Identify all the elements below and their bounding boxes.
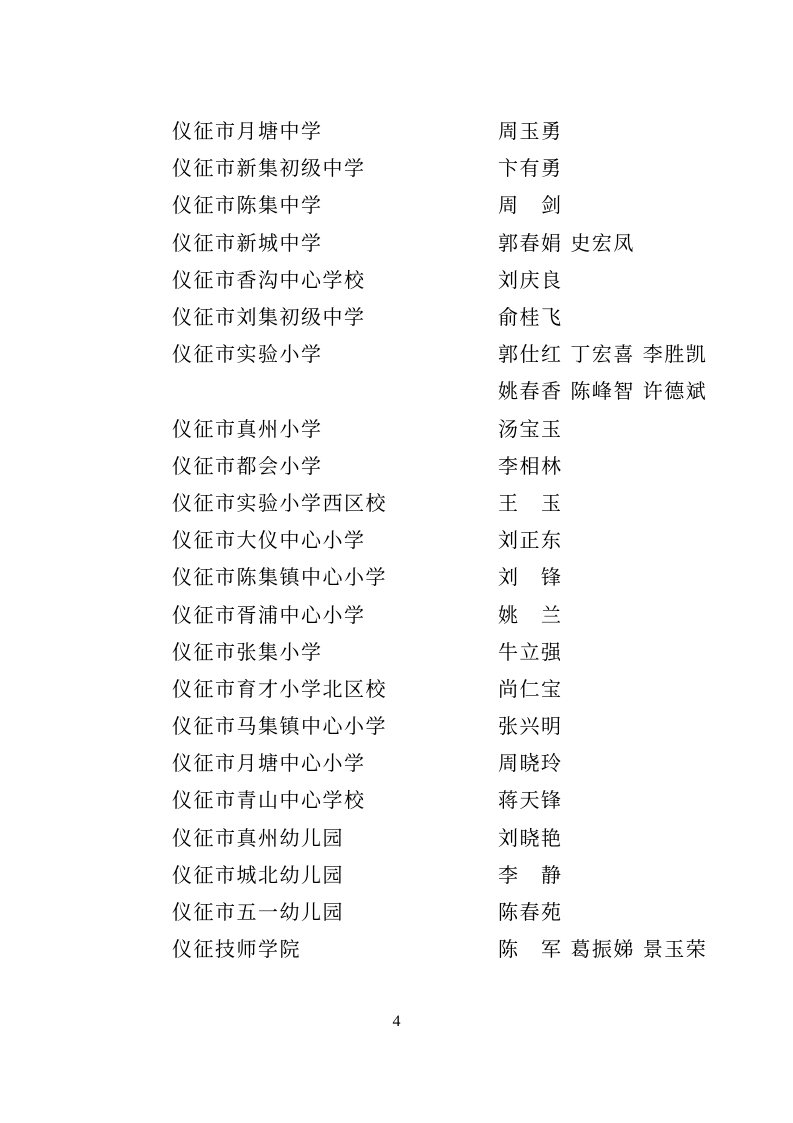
list-item <box>172 929 732 966</box>
school-name: 仪征市青山中心学校 <box>172 788 366 813</box>
school-name: 仪征市月塘中学 <box>172 119 323 144</box>
person-names: 张兴明 <box>498 714 563 739</box>
school-name: 仪征市实验小学西区校 <box>172 490 387 515</box>
person-names: 姚 兰 <box>498 602 563 627</box>
school-name: 仪征市陈集中学 <box>172 193 323 218</box>
school-name: 仪征技师学院 <box>172 937 301 962</box>
school-name: 仪征市张集小学 <box>172 639 323 664</box>
person-names: 刘晓艳 <box>498 825 563 850</box>
person-names: 姚春香 陈峰智 许德斌 <box>498 379 708 404</box>
person-names: 牛立强 <box>498 639 563 664</box>
school-name: 仪征市胥浦中心小学 <box>172 602 366 627</box>
list-item <box>172 297 732 334</box>
list-item <box>172 557 732 594</box>
list-item <box>172 855 732 892</box>
list-item <box>172 520 732 557</box>
list-item <box>172 185 732 222</box>
list-item <box>172 483 732 520</box>
person-names: 刘正东 <box>498 528 563 553</box>
person-names: 蒋天锋 <box>498 788 563 813</box>
person-names: 刘庆良 <box>498 267 563 292</box>
school-name: 仪征市月塘中心小学 <box>172 751 366 776</box>
school-name: 仪征市香沟中心学校 <box>172 267 366 292</box>
person-names: 王 玉 <box>498 490 563 515</box>
school-name: 仪征市五一幼儿园 <box>172 900 344 925</box>
school-name: 仪征市城北幼儿园 <box>172 862 344 887</box>
person-names: 陈春苑 <box>498 900 563 925</box>
list-item <box>172 669 732 706</box>
list-item <box>172 818 732 855</box>
person-names: 李相林 <box>498 453 563 478</box>
school-name: 仪征市大仪中心小学 <box>172 528 366 553</box>
list-item-continuation <box>172 371 732 408</box>
school-name: 仪征市真州幼儿园 <box>172 825 344 850</box>
person-names: 尚仁宝 <box>498 676 563 701</box>
list-item <box>172 334 732 371</box>
school-name: 仪征市育才小学北区校 <box>172 676 387 701</box>
list-item <box>172 892 732 929</box>
list-item <box>172 780 732 817</box>
page-number: 4 <box>392 1013 401 1030</box>
school-name: 仪征市真州小学 <box>172 416 323 441</box>
list-item <box>172 632 732 669</box>
list-item <box>172 706 732 743</box>
school-name: 仪征市新城中学 <box>172 230 323 255</box>
person-names: 俞桂飞 <box>498 305 563 330</box>
person-names: 周玉勇 <box>498 119 563 144</box>
person-names: 周 剑 <box>498 193 563 218</box>
list-item <box>172 223 732 260</box>
school-staff-list <box>172 111 732 966</box>
person-names: 卞有勇 <box>498 156 563 181</box>
school-name: 仪征市刘集初级中学 <box>172 305 366 330</box>
list-item <box>172 260 732 297</box>
person-names: 刘 锋 <box>498 565 563 590</box>
list-item <box>172 409 732 446</box>
person-names: 汤宝玉 <box>498 416 563 441</box>
person-names: 郭仕红 丁宏喜 李胜凯 <box>498 342 708 367</box>
school-name: 仪征市陈集镇中心小学 <box>172 565 387 590</box>
list-item <box>172 111 732 148</box>
list-item <box>172 743 732 780</box>
list-item <box>172 446 732 483</box>
list-item <box>172 594 732 631</box>
school-name: 仪征市都会小学 <box>172 453 323 478</box>
list-item <box>172 148 732 185</box>
person-names: 李 静 <box>498 862 563 887</box>
person-names: 周晓玲 <box>498 751 563 776</box>
person-names: 郭春娟 史宏凤 <box>498 230 635 255</box>
school-name: 仪征市实验小学 <box>172 342 323 367</box>
person-names: 陈 军 葛振娣 景玉荣 <box>498 937 708 962</box>
school-name: 仪征市新集初级中学 <box>172 156 366 181</box>
school-name: 仪征市马集镇中心小学 <box>172 714 387 739</box>
